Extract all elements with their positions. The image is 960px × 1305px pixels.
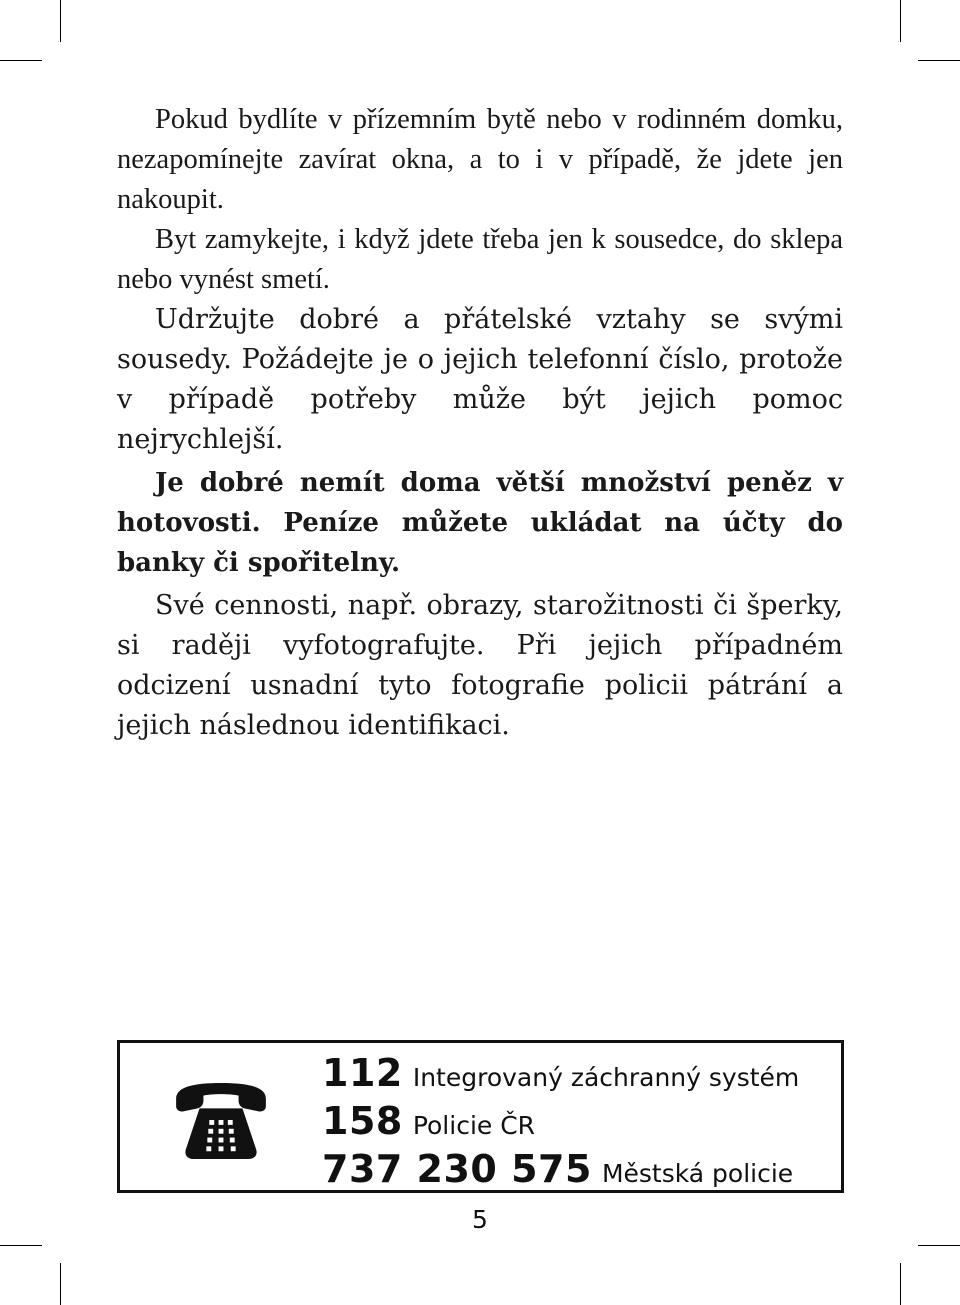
- contact-label: Policie ČR: [412, 1111, 536, 1140]
- paragraph-5: Své cennosti, např. obrazy, starožitnosti či šperky, si raději vyfotografujte. Při jejich případném odcizení usnadní tyto fotografie policii pátrání a jejich následnou identifikaci.: [117, 590, 843, 741]
- crop-mark-left-bottom: [0, 1245, 42, 1246]
- paragraph-1: Pokud bydlíte v přízemním bytě nebo v rodinném domku, nezapomínejte zavírat okna, a to i v případě, že jdete jen nakoupit.: [117, 104, 843, 215]
- contact-row-ems: [322, 1051, 799, 1099]
- contact-number: 737 230 575: [322, 1147, 592, 1191]
- contact-list: [322, 1051, 799, 1195]
- paragraph-2: Byt zamykejte, i když jdete třeba jen k sousedce, do sklepa nebo vynést smetí.: [117, 224, 843, 295]
- body-text: [117, 100, 843, 746]
- crop-mark-right-top: [918, 60, 960, 61]
- crop-mark-bottom-left: [60, 1263, 61, 1305]
- contact-row-police: [322, 1099, 799, 1147]
- paragraph-3: Udržujte dobré a přátelské vztahy se svými sousedy. Požádejte je o jejich telefonní číslo, protože v případě potřeby může být jejich pomoc nejrychlejší.: [117, 304, 843, 455]
- crop-mark-left-top: [0, 60, 42, 61]
- crop-mark-top-left: [60, 0, 61, 42]
- crop-mark-right-bottom: [918, 1245, 960, 1246]
- paragraph-4-bold: Je dobré nemít doma větší množství peněz v hotovosti. Peníze můžete ukládat na účty do banky či spořitelny.: [117, 468, 843, 578]
- crop-mark-bottom-right: [900, 1263, 901, 1305]
- page-number: 5: [472, 1205, 488, 1234]
- contact-label: Integrovaný záchranný systém: [412, 1063, 800, 1092]
- emergency-contacts-box: [117, 1040, 844, 1193]
- contact-number: 112: [322, 1051, 403, 1095]
- telephone-icon: [172, 1081, 270, 1161]
- crop-mark-top-right: [900, 0, 901, 42]
- contact-row-city-police: [322, 1147, 799, 1195]
- contact-label: Městská policie: [601, 1159, 794, 1188]
- contact-number: 158: [322, 1099, 403, 1143]
